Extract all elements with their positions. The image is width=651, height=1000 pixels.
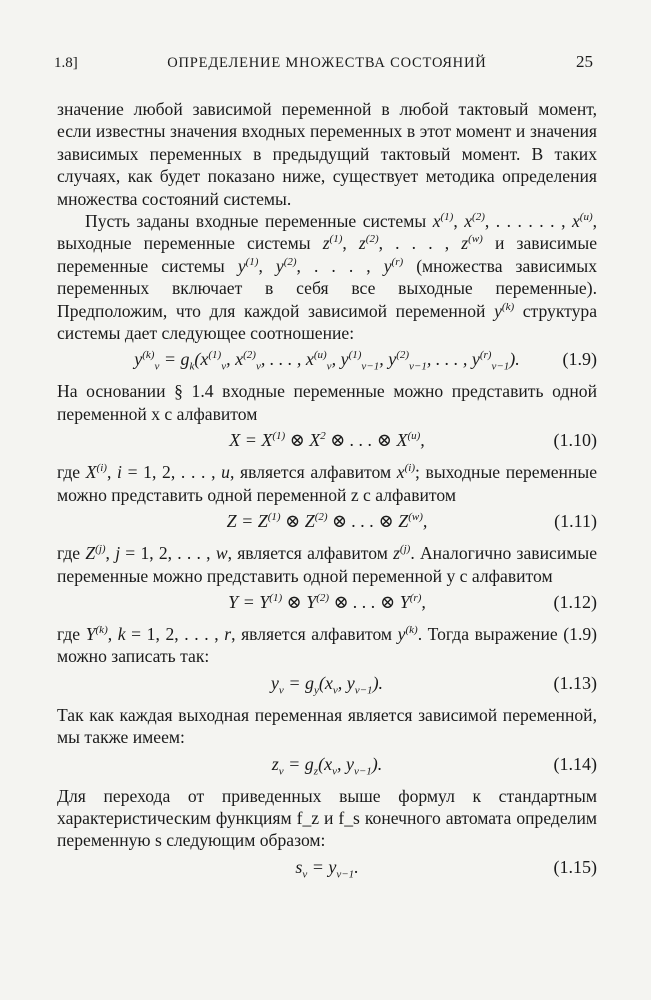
paragraph-2: Пусть заданы входные переменные системы $x^{(1)}$, $x^{(2)}$, . . . . . . , $x^{(u)}$, выходные переменные системы $z^{(1)}$, $z^{(2)}$, . . . , $z^{(w)}$ и зависимые переменные системы $y^{(1)}$, $y^{(2)}$, . . . , $y^{(r)}$ (множества зависимых переменных включает в себя все выходные переменные). Предположим, что для каждой зависимой переменной $y^{(k)}$ структура системы дает следующее соотношение: [57, 211, 598, 344]
paragraph-5: где $Z^{(j)}$, j = 1, 2, . . . , w, является алфавитом $z^{(j)}$. Аналогично зависимые переменные можно представить одной переменной y с алфавитом [57, 543, 598, 586]
equation-number: (1.13) [553, 672, 597, 693]
equation-1-11: $Z = Z^{(1)}$ ⊗ $Z^{(2)}$ ⊗ . . . ⊗ $Z^{(w)}$, (1.11) [57, 506, 597, 536]
section-number: 1.8] [54, 55, 78, 71]
paragraph-6: где $Y^{(k)}$, k = 1, 2, . . . , r, является алфавитом $y^{(k)}$. Тогда выражение (1.9) можно записать так: [57, 623, 598, 667]
equation-number: (1.15) [553, 856, 597, 877]
paragraph-7: Так как каждая выходная переменная является зависимой переменной, мы также имеем: [57, 704, 597, 748]
equation-1-15: $s_\nu = y_{\nu-1}$. (1.15) [57, 852, 597, 882]
page-number: 25 [576, 52, 593, 71]
equation-number: (1.11) [554, 511, 597, 532]
paragraph-3: На основании § 1.4 входные переменные можно представить одной переменной x с алфавитом [57, 381, 597, 424]
equation-1-9: $y^{(k)}_\nu = g_k(x^{(1)}_\nu$, $x^{(2)}_\nu$, . . . , $x^{(u)}_\nu$, $y^{(1)}_{\nu-1}$, $y^{(2)}_{\nu-1}$, . . . , $y^{(r)}_{\nu-1}$). (1.9) [57, 344, 597, 374]
equation-1-10: $X = X^{(1)}$ ⊗ $X^2$ ⊗ . . . ⊗ $X^{(u)}$, (1.10) [57, 425, 597, 455]
paragraph-1: значение любой зависимой переменной в любой тактовый момент, если известны значения входных переменных в этот момент и значения зависимых переменных в предыдущий тактовый момент. В таких случаях, как будет показано ниже, существует методика определения множества состояний системы. [57, 99, 597, 209]
equation-number: (1.14) [553, 753, 597, 774]
page-body [57, 98, 597, 882]
paragraph-4: где $X^{(i)}$, i = 1, 2, . . . , u, является алфавитом $x^{(i)}$; выходные переменные можно представить одной переменной z с алфавитом [57, 462, 598, 505]
equation-1-14: $z_\nu = g_z(x_\nu$, $y_{\nu-1}$). (1.14) [57, 749, 597, 779]
equation-number: (1.12) [553, 591, 597, 612]
equation-number: (1.9) [562, 349, 597, 370]
equation-1-12: $Y = Y^{(1)}$ ⊗ $Y^{(2)}$ ⊗ . . . ⊗ $Y^{(r)}$, (1.12) [57, 587, 597, 617]
equation-number: (1.10) [553, 430, 597, 451]
equation-1-13: $y_\nu = g_y(x_\nu$, $y_{\nu-1}$). (1.13) [57, 668, 597, 698]
paragraph-8: Для перехода от приведенных выше формул к стандартным характеристическим функциям f_z и f_s конечного автомата определим переменную s следующим образом: [57, 785, 597, 851]
running-header [54, 52, 593, 72]
running-title: ОПРЕДЕЛЕНИЕ МНОЖЕСТВА СОСТОЯНИЙ [167, 55, 487, 71]
